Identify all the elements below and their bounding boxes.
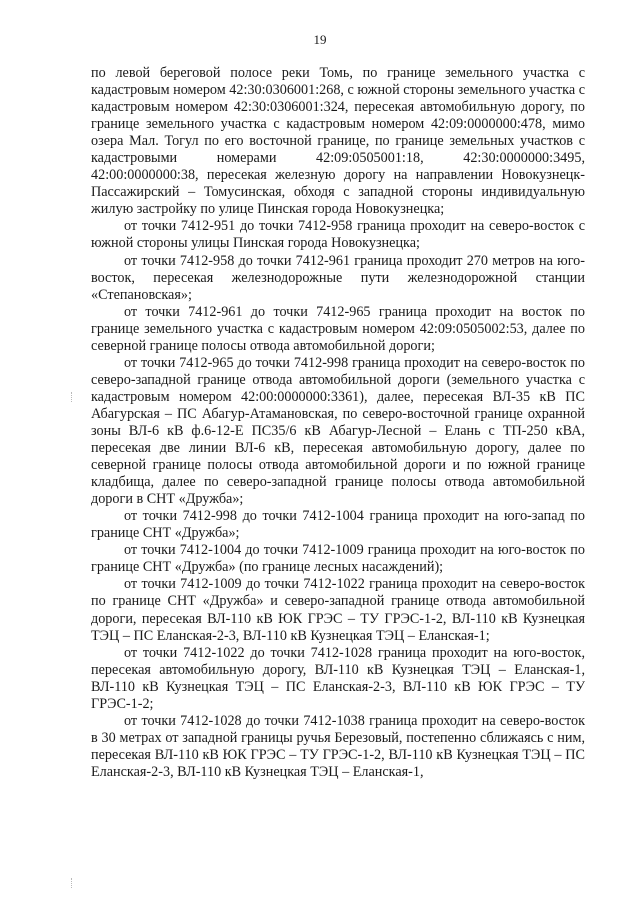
paragraph-8: от точки 7412-1009 до точки 7412-1022 граница проходит на северо-восток по границе СНТ «Дружба» и северо-западной границе отвода автомобильной дороги, пересекая ВЛ-110 кВ ЮК ГРЭС – ТУ ГРЭС-1-2, ВЛ-110 кВ Кузнецкая ТЭЦ – ПС Еланская-2-3, ВЛ-110 кВ Кузнецкая ТЭЦ – Еланская-1; (91, 576, 585, 644)
paragraph-10: от точки 7412-1028 до точки 7412-1038 граница проходит на северо-восток в 30 метрах от западной границы ручья Березовый, постепенно сближаясь с ним, пересекая ВЛ-110 кВ ЮК ГРЭС – ТУ ГРЭС-1-2, ВЛ-110 кВ Кузнецкая ТЭЦ – ПС Еланская-2-3, ВЛ-110 кВ Кузнецкая ТЭЦ – Еланская-1, (91, 712, 585, 780)
page-number: 19 (313, 32, 327, 47)
scan-mark (71, 878, 73, 888)
paragraph-9: от точки 7412-1022 до точки 7412-1028 граница проходит на юго-восток, пересекая автомобильную дорогу, ВЛ-110 кВ Кузнецкая ТЭЦ – Еланская-1, ВЛ-110 кВ Кузнецкая ТЭЦ – ПС Еланская-2-3, ВЛ-110 кВ ЮК ГРЭС – ТУ ГРЭС-1-2; (91, 644, 585, 712)
paragraph-1: по левой береговой полосе реки Томь, по границе земельного участка с кадастровым номером 42:30:0306001:268, с южной стороны земельного участка с кадастровым номером 42:30:0306001:324, пересекая автомобильную дорогу, по границе земельного участка с кадастровым номером 42:09:0000000:478, мимо озера Мал. Тогул по его восточной границе, по границе земельных участков с кадастровыми номерами 42:09:0505001:18, 42:30:0000000:3495, 42:00:0000000:38, пересекая железную дорогу на направлении Новокузнецк-Пассажирский – Томусинская, обходя с западной стороны индивидуальную жилую застройку по улице Пинская города Новокузнецка; (91, 65, 585, 218)
paragraph-7: от точки 7412-1004 до точки 7412-1009 граница проходит на юго-восток по границе СНТ «Дружба» (по границе лесных насаждений); (91, 542, 585, 576)
paragraph-3: от точки 7412-958 до точки 7412-961 граница проходит 270 метров на юго-восток, пересекая железнодорожные пути железнодорожной станции «Степановская»; (91, 252, 585, 303)
paragraph-6: от точки 7412-998 до точки 7412-1004 граница проходит на юго-запад по границе СНТ «Дружба»; (91, 508, 585, 542)
body-text (91, 65, 585, 781)
scan-mark (71, 392, 73, 402)
paragraph-4: от точки 7412-961 до точки 7412-965 граница проходит на восток по границе земельного участка с кадастровым номером 42:09:0505002:53, далее по северной границе полосы отвода автомобильной дороги; (91, 303, 585, 354)
paragraph-5: от точки 7412-965 до точки 7412-998 граница проходит на северо-восток по северо-западной границе отвода автомобильной дороги (земельного участка с кадастровым номером 42:00:0000000:3361), далее, пересекая ВЛ-35 кВ ПС Абагурская – ПС Абагур-Атамановская, по северо-восточной границе охранной зоны ВЛ-6 кВ ф.6-12-Е ПС35/6 кВ Абагур-Лесной – Елань с ТП-250 кВА, пересекая две линии ВЛ-6 кВ, пересекая автомобильную дорогу, далее по северной границе полосы отвода автомобильной дороги и по южной границе кладбища, далее по северо-западной границе полосы отвода автомобильной дороги в СНТ «Дружба»; (91, 354, 585, 508)
paragraph-2: от точки 7412-951 до точки 7412-958 граница проходит на северо-восток с южной стороны улицы Пинская города Новокузнецка; (91, 218, 585, 252)
